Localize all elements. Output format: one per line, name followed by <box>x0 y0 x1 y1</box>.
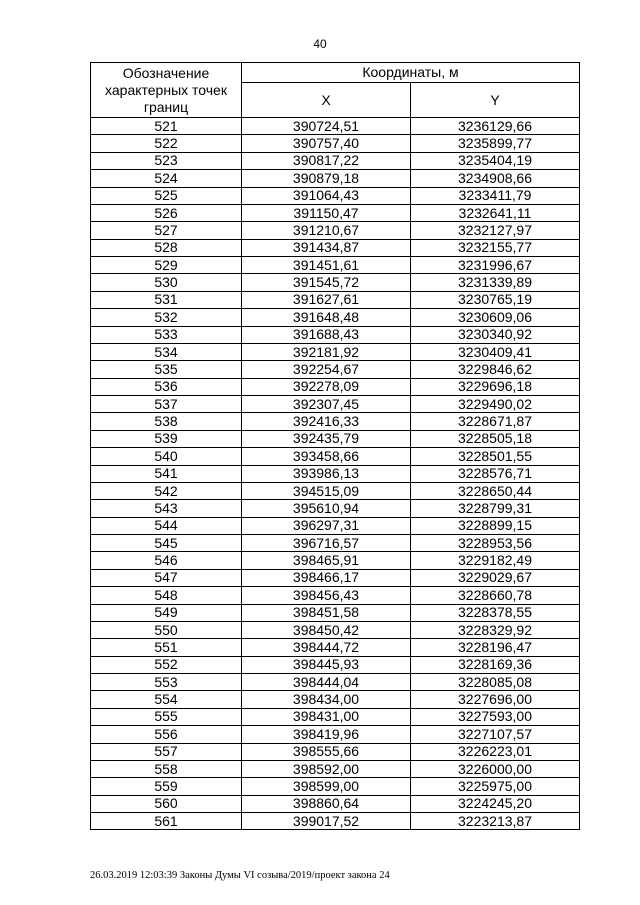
table-row <box>91 430 580 447</box>
x-coordinate-cell: 390724,51 <box>242 118 411 135</box>
table-row <box>91 587 580 604</box>
table-row <box>91 326 580 343</box>
y-coordinate-cell: 3228329,92 <box>411 621 580 638</box>
point-number-cell: 533 <box>91 326 242 343</box>
x-coordinate-cell: 390879,18 <box>242 170 411 187</box>
point-number-cell: 555 <box>91 708 242 725</box>
x-coordinate-cell: 398431,00 <box>242 708 411 725</box>
x-coordinate-cell: 398450,42 <box>242 621 411 638</box>
point-number-cell: 535 <box>91 361 242 378</box>
point-number-cell: 538 <box>91 413 242 430</box>
y-coordinate-cell: 3229696,18 <box>411 378 580 395</box>
point-number-cell: 534 <box>91 343 242 360</box>
x-coordinate-cell: 399017,52 <box>242 813 411 830</box>
y-coordinate-cell: 3223213,87 <box>411 813 580 830</box>
x-header: X <box>242 83 411 118</box>
point-number-cell: 559 <box>91 778 242 795</box>
x-coordinate-cell: 392307,45 <box>242 396 411 413</box>
y-coordinate-cell: 3229490,02 <box>411 396 580 413</box>
point-number-cell: 558 <box>91 760 242 777</box>
y-coordinate-cell: 3228378,55 <box>411 604 580 621</box>
point-number-cell: 543 <box>91 500 242 517</box>
y-coordinate-cell: 3229182,49 <box>411 552 580 569</box>
table-row <box>91 274 580 291</box>
y-coordinate-cell: 3233411,79 <box>411 187 580 204</box>
y-coordinate-cell: 3228505,18 <box>411 430 580 447</box>
table-row <box>91 621 580 638</box>
y-coordinate-cell: 3231996,67 <box>411 257 580 274</box>
table-row <box>91 204 580 221</box>
x-coordinate-cell: 398456,43 <box>242 587 411 604</box>
y-coordinate-cell: 3230609,06 <box>411 309 580 326</box>
x-coordinate-cell: 393458,66 <box>242 448 411 465</box>
y-coordinate-cell: 3228899,15 <box>411 517 580 534</box>
x-coordinate-cell: 392181,92 <box>242 343 411 360</box>
x-coordinate-cell: 398444,72 <box>242 639 411 656</box>
table-row <box>91 378 580 395</box>
table-row <box>91 674 580 691</box>
point-number-cell: 531 <box>91 291 242 308</box>
point-number-cell: 539 <box>91 430 242 447</box>
table-row <box>91 187 580 204</box>
x-coordinate-cell: 391210,67 <box>242 222 411 239</box>
y-coordinate-cell: 3224245,20 <box>411 795 580 812</box>
table-row <box>91 152 580 169</box>
table-row <box>91 291 580 308</box>
x-coordinate-cell: 398445,93 <box>242 656 411 673</box>
y-coordinate-cell: 3231339,89 <box>411 274 580 291</box>
point-number-cell: 557 <box>91 743 242 760</box>
y-coordinate-cell: 3235404,19 <box>411 152 580 169</box>
point-number-cell: 532 <box>91 309 242 326</box>
page-number: 40 <box>313 37 327 51</box>
x-coordinate-cell: 392254,67 <box>242 361 411 378</box>
y-coordinate-cell: 3227107,57 <box>411 726 580 743</box>
x-coordinate-cell: 398592,00 <box>242 760 411 777</box>
y-coordinate-cell: 3227696,00 <box>411 691 580 708</box>
y-coordinate-cell: 3226223,01 <box>411 743 580 760</box>
y-coordinate-cell: 3230340,92 <box>411 326 580 343</box>
y-coordinate-cell: 3226000,00 <box>411 760 580 777</box>
x-coordinate-cell: 391648,48 <box>242 309 411 326</box>
point-number-cell: 542 <box>91 482 242 499</box>
point-number-cell: 560 <box>91 795 242 812</box>
x-coordinate-cell: 394515,09 <box>242 482 411 499</box>
y-coordinate-cell: 3235899,77 <box>411 135 580 152</box>
y-coordinate-cell: 3228650,44 <box>411 482 580 499</box>
coordinates-header: Координаты, м <box>242 63 580 83</box>
point-number-cell: 556 <box>91 726 242 743</box>
x-coordinate-cell: 391627,61 <box>242 291 411 308</box>
table-row <box>91 500 580 517</box>
table-row <box>91 135 580 152</box>
table-row <box>91 708 580 725</box>
table-row <box>91 517 580 534</box>
x-coordinate-cell: 398555,66 <box>242 743 411 760</box>
x-coordinate-cell: 392416,33 <box>242 413 411 430</box>
x-coordinate-cell: 391688,43 <box>242 326 411 343</box>
y-coordinate-cell: 3228576,71 <box>411 465 580 482</box>
point-number-cell: 561 <box>91 813 242 830</box>
y-coordinate-cell: 3230765,19 <box>411 291 580 308</box>
x-coordinate-cell: 395610,94 <box>242 500 411 517</box>
table-row <box>91 535 580 552</box>
point-number-cell: 521 <box>91 118 242 135</box>
point-number-cell: 524 <box>91 170 242 187</box>
table-row <box>91 639 580 656</box>
footer-stamp: 26.03.2019 12:03:39 Законы Думы VI созыва/2019/проект закона 24 <box>90 870 390 881</box>
point-number-cell: 552 <box>91 656 242 673</box>
table-row <box>91 361 580 378</box>
y-coordinate-cell: 3232155,77 <box>411 239 580 256</box>
table-row <box>91 239 580 256</box>
x-coordinate-cell: 398465,91 <box>242 552 411 569</box>
x-coordinate-cell: 396297,31 <box>242 517 411 534</box>
point-number-cell: 550 <box>91 621 242 638</box>
x-coordinate-cell: 398599,00 <box>242 778 411 795</box>
point-number-cell: 540 <box>91 448 242 465</box>
y-coordinate-cell: 3225975,00 <box>411 778 580 795</box>
x-coordinate-cell: 391434,87 <box>242 239 411 256</box>
point-number-cell: 545 <box>91 535 242 552</box>
table-row <box>91 552 580 569</box>
point-number-cell: 551 <box>91 639 242 656</box>
x-coordinate-cell: 392435,79 <box>242 430 411 447</box>
table-row <box>91 257 580 274</box>
point-number-cell: 526 <box>91 204 242 221</box>
table-row <box>91 778 580 795</box>
table-row <box>91 795 580 812</box>
point-number-cell: 537 <box>91 396 242 413</box>
point-designation-header: Обозначение характерных точек границ <box>91 63 242 118</box>
x-coordinate-cell: 398860,64 <box>242 795 411 812</box>
point-number-cell: 547 <box>91 569 242 586</box>
point-number-cell: 554 <box>91 691 242 708</box>
point-number-cell: 553 <box>91 674 242 691</box>
y-coordinate-cell: 3228660,78 <box>411 587 580 604</box>
table-row <box>91 465 580 482</box>
x-coordinate-cell: 390817,22 <box>242 152 411 169</box>
point-number-cell: 544 <box>91 517 242 534</box>
y-coordinate-cell: 3232127,97 <box>411 222 580 239</box>
table-row <box>91 413 580 430</box>
point-number-cell: 536 <box>91 378 242 395</box>
x-coordinate-cell: 390757,40 <box>242 135 411 152</box>
y-coordinate-cell: 3229846,62 <box>411 361 580 378</box>
x-coordinate-cell: 393986,13 <box>242 465 411 482</box>
table-header <box>91 63 580 118</box>
table-row <box>91 118 580 135</box>
point-number-cell: 527 <box>91 222 242 239</box>
y-coordinate-cell: 3228196,47 <box>411 639 580 656</box>
x-coordinate-cell: 391064,43 <box>242 187 411 204</box>
x-coordinate-cell: 398466,17 <box>242 569 411 586</box>
table-body <box>91 118 580 830</box>
y-coordinate-cell: 3228169,36 <box>411 656 580 673</box>
table-row <box>91 760 580 777</box>
table-row <box>91 743 580 760</box>
y-coordinate-cell: 3228953,56 <box>411 535 580 552</box>
table-row <box>91 691 580 708</box>
point-number-cell: 528 <box>91 239 242 256</box>
y-coordinate-cell: 3232641,11 <box>411 204 580 221</box>
table-row <box>91 604 580 621</box>
x-coordinate-cell: 398434,00 <box>242 691 411 708</box>
table-row <box>91 222 580 239</box>
y-coordinate-cell: 3229029,67 <box>411 569 580 586</box>
coordinates-table <box>90 62 580 830</box>
point-number-cell: 530 <box>91 274 242 291</box>
table-row <box>91 448 580 465</box>
table-row <box>91 309 580 326</box>
point-number-cell: 548 <box>91 587 242 604</box>
y-coordinate-cell: 3228501,55 <box>411 448 580 465</box>
point-number-cell: 523 <box>91 152 242 169</box>
point-number-cell: 529 <box>91 257 242 274</box>
table-row <box>91 343 580 360</box>
point-number-cell: 546 <box>91 552 242 569</box>
y-coordinate-cell: 3234908,66 <box>411 170 580 187</box>
x-coordinate-cell: 391451,61 <box>242 257 411 274</box>
x-coordinate-cell: 398419,96 <box>242 726 411 743</box>
table-row <box>91 170 580 187</box>
point-number-cell: 522 <box>91 135 242 152</box>
y-coordinate-cell: 3227593,00 <box>411 708 580 725</box>
x-coordinate-cell: 396716,57 <box>242 535 411 552</box>
point-number-cell: 525 <box>91 187 242 204</box>
point-number-cell: 541 <box>91 465 242 482</box>
y-coordinate-cell: 3228085,08 <box>411 674 580 691</box>
y-coordinate-cell: 3230409,41 <box>411 343 580 360</box>
y-coordinate-cell: 3228671,87 <box>411 413 580 430</box>
x-coordinate-cell: 391150,47 <box>242 204 411 221</box>
y-coordinate-cell: 3236129,66 <box>411 118 580 135</box>
point-number-cell: 549 <box>91 604 242 621</box>
table-row <box>91 569 580 586</box>
table-row <box>91 482 580 499</box>
x-coordinate-cell: 398444,04 <box>242 674 411 691</box>
table-row <box>91 396 580 413</box>
x-coordinate-cell: 392278,09 <box>242 378 411 395</box>
x-coordinate-cell: 398451,58 <box>242 604 411 621</box>
table-row <box>91 726 580 743</box>
x-coordinate-cell: 391545,72 <box>242 274 411 291</box>
y-header: Y <box>411 83 580 118</box>
table-row <box>91 813 580 830</box>
y-coordinate-cell: 3228799,31 <box>411 500 580 517</box>
table-row <box>91 656 580 673</box>
